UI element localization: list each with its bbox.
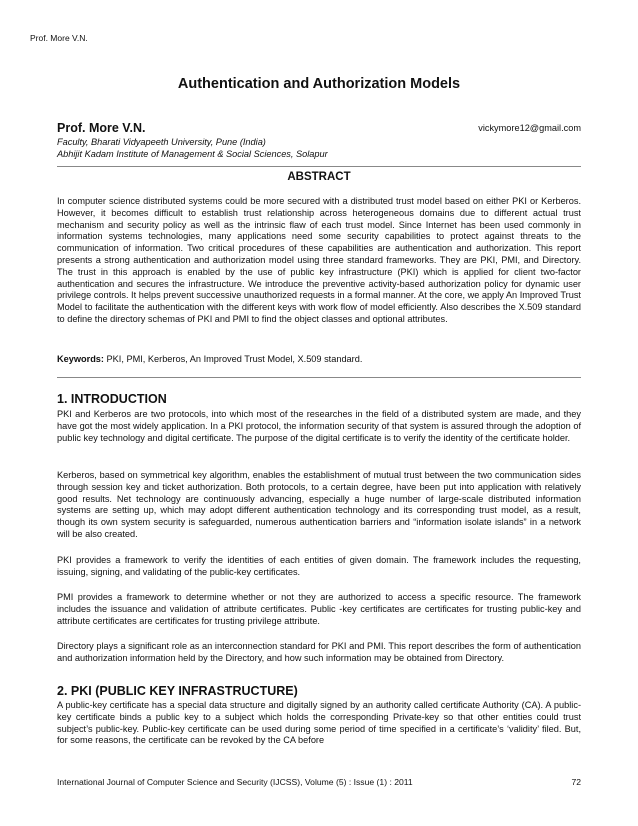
paper-title: Authentication and Authorization Models — [177, 76, 461, 92]
section-1-paragraph: PMI provides a framework to determine whether or not they are authorized to access a specific resource. The framework includes the issuance and validation of attribute certificates. Public -key certificates are certificates for trusting public-key and attribute certificates are certificates for trusting privilege attribute. — [57, 592, 581, 626]
divider-bottom — [57, 377, 581, 378]
keywords-label: Keywords: — [57, 354, 104, 364]
section-1-paragraph: Kerberos, based on symmetrical key algorithm, enables the establishment of mutual trust between the two communication sides through session key and ticket authorization. Both protocols, to a certain degree, have been put into application with relatively good results. Net technology are continuously advancing, especially a huge number of large-scale distributed information systems are setting up, which may adopt different authentication technology and its corresponding trust model, as a result, though its own system security is safeguarded, numerous authentication barriers and “information isolate islands” in a network will be also created. — [57, 470, 581, 539]
author-affiliation-1: Faculty, Bharati Vidyapeeth University, Pune (India) — [57, 137, 266, 147]
page-footer — [57, 777, 581, 787]
journal-citation: International Journal of Computer Science and Security (IJCSS), Volume (5) : Issue (1) : 2011 — [57, 777, 413, 787]
keywords-list: PKI, PMI, Kerberos, An Improved Trust Model, X.509 standard. — [106, 354, 363, 364]
page-number: 72 — [571, 777, 581, 787]
section-1-heading: 1. INTRODUCTION — [57, 392, 167, 406]
section-2-heading: 2. PKI (PUBLIC KEY INFRASTRUCTURE) — [57, 684, 298, 698]
author-affiliation-2: Abhijit Kadam Institute of Management & Social Sciences, Solapur — [57, 149, 328, 160]
abstract-heading: ABSTRACT — [287, 171, 351, 183]
section-2-paragraph: A public-key certificate has a special data structure and digitally signed by an authority called certificate Authority (CA). A public-key certificate binds a public key to a subject which holds the corresponding Private-key so that other entities could trust subject’s public-key. Public-key certificate can be used during some period of time specified in a certificate’s ‘validity’ filed. But, for some reasons, the certificate can be revoked by the CA before — [57, 700, 581, 746]
divider-top — [57, 166, 581, 167]
section-1-paragraph: Directory plays a significant role as an interconnection standard for PKI and PMI. This report describes the form of authentication and authorization information held by the Directory, and how such information may be obtained from Directory. — [57, 641, 581, 663]
section-1-paragraph: PKI provides a framework to verify the identities of each entities of given domain. The framework includes the requesting, issuing, signing, and validating of the public-key certificates. — [57, 555, 581, 577]
author-email: vickymore12@gmail.com — [478, 123, 581, 133]
author-name: Prof. More V.N. — [57, 121, 146, 135]
running-head: Prof. More V.N. — [30, 33, 88, 43]
keywords — [57, 354, 581, 366]
author-block — [57, 121, 581, 160]
abstract-text: In computer science distributed systems could be more secured with a distributed trust model based on either PKI or Kerberos. However, it becomes difficult to establish trust relationship across heterogeneous domains due to different actual trust mechanism and security policy as well as the intrinsic flaw of each trust model. Since Internet has been used commonly in information systems technologies, many applications need some security capabilities to protect against threats to the communication of information. Two critical procedures of these capabilities are authentication and authorization. This report presents a strong authentication and authorization model using three standard frameworks. They are PKI, PMI, and Directory. The trust in this approach is enabled by the use of public key infrastructure (PKI) which is applied for client two-factor authentication and secures the infrastructure. We introduce the preventive activity-based authorization policy for dynamic user privilege controls. It helps prevent successive unauthorized requests in a formal manner. At the core, we apply An Improved Trust Model to facilitate the authentication with the different keys with work flow of model efficiently. Also describes the X.509 standard to define the directory schemas of PKI and PMI to find the object classes and optional attributes. — [57, 196, 581, 324]
section-1-paragraph: PKI and Kerberos are two protocols, into which most of the researches in the field of a distributed system are made, and they have got the most widely application. In a PKI protocol, the information security of that system is assured through the adoption of public key technology and digital certificate. The purpose of the digital certificate is to verify the identity of the certificate holder. — [57, 409, 581, 443]
